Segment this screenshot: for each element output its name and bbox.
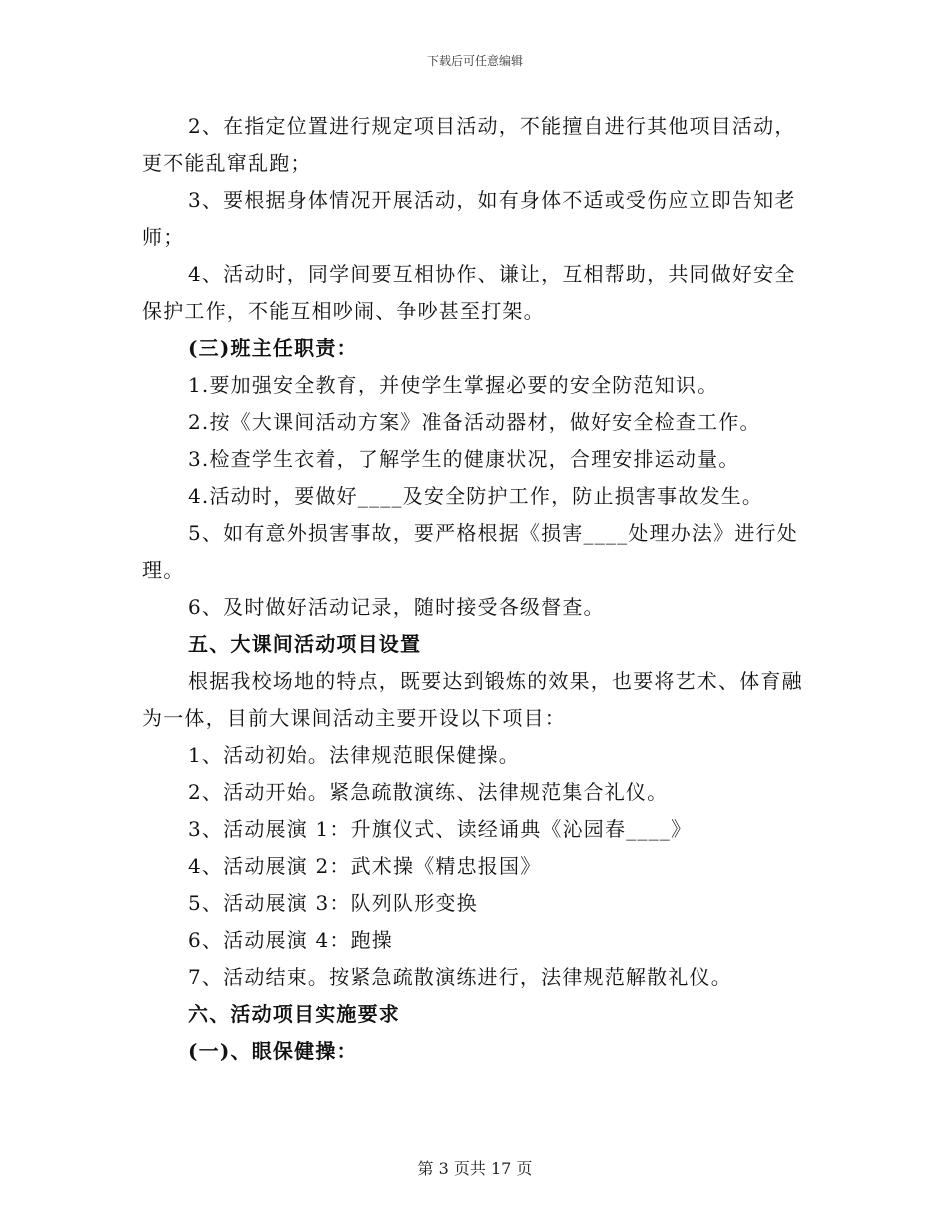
paragraph: 根据我校场地的特点，既要达到锻炼的效果，也要将艺术、体育融为一体，目前大课间活动主要开设以下项目： — [142, 669, 803, 730]
list-item: 7、活动结束。按紧急疏散演练进行，法律规范解散礼仪。 — [188, 965, 732, 989]
list-item: 2、活动开始。紧急疏散演练、法律规范集合礼仪。 — [188, 780, 669, 804]
list-item: 1、活动初始。法律规范眼保健操。 — [188, 743, 520, 767]
paragraph: 4、活动时，同学间要互相协作、谦让，互相帮助，共同做好安全保护工作，不能互相吵闹、争吵甚至打架。 — [142, 262, 796, 323]
section-heading: 六、活动项目实施要求 — [188, 1002, 400, 1026]
paragraph: 6、及时做好活动记录，随时接受各级督查。 — [188, 595, 605, 619]
list-item: 4、活动展演 2：武术操《精忠报国》 — [188, 854, 542, 878]
paragraph: 1.要加强安全教育，并使学生掌握必要的安全防范知识。 — [188, 373, 719, 397]
document-body — [142, 108, 814, 1070]
paragraph: 4.活动时，要做好____及安全防护工作，防止损害事故发生。 — [188, 484, 764, 508]
section-heading: (三)班主任职责： — [188, 336, 358, 360]
paragraph: 3、要根据身体情况开展活动，如有身体不适或受伤应立即告知老师； — [142, 188, 796, 249]
list-item: 5、活动展演 3：队列队形变换 — [188, 891, 478, 915]
section-heading: 五、大课间活动项目设置 — [188, 632, 422, 656]
page-footer: 第 3 页共 17 页 — [417, 1159, 533, 1178]
list-item: 3、活动展演 1：升旗仪式、读经诵典《沁园春____》 — [188, 817, 693, 841]
paragraph: 3.检查学生衣着，了解学生的健康状况，合理安排运动量。 — [188, 447, 740, 471]
page-header: 下载后可任意编辑 — [426, 54, 523, 68]
section-heading: (一)、眼保健操： — [188, 1039, 358, 1063]
list-item: 6、活动展演 4：跑操 — [188, 928, 394, 952]
paragraph: 2.按《大课间活动方案》准备活动器材，做好安全检查工作。 — [188, 410, 761, 434]
paragraph: 2、在指定位置进行规定项目活动，不能擅自进行其他项目活动，更不能乱窜乱跑； — [142, 114, 796, 175]
paragraph: 5、如有意外损害事故，要严格根据《损害____处理办法》进行处理。 — [142, 521, 798, 582]
